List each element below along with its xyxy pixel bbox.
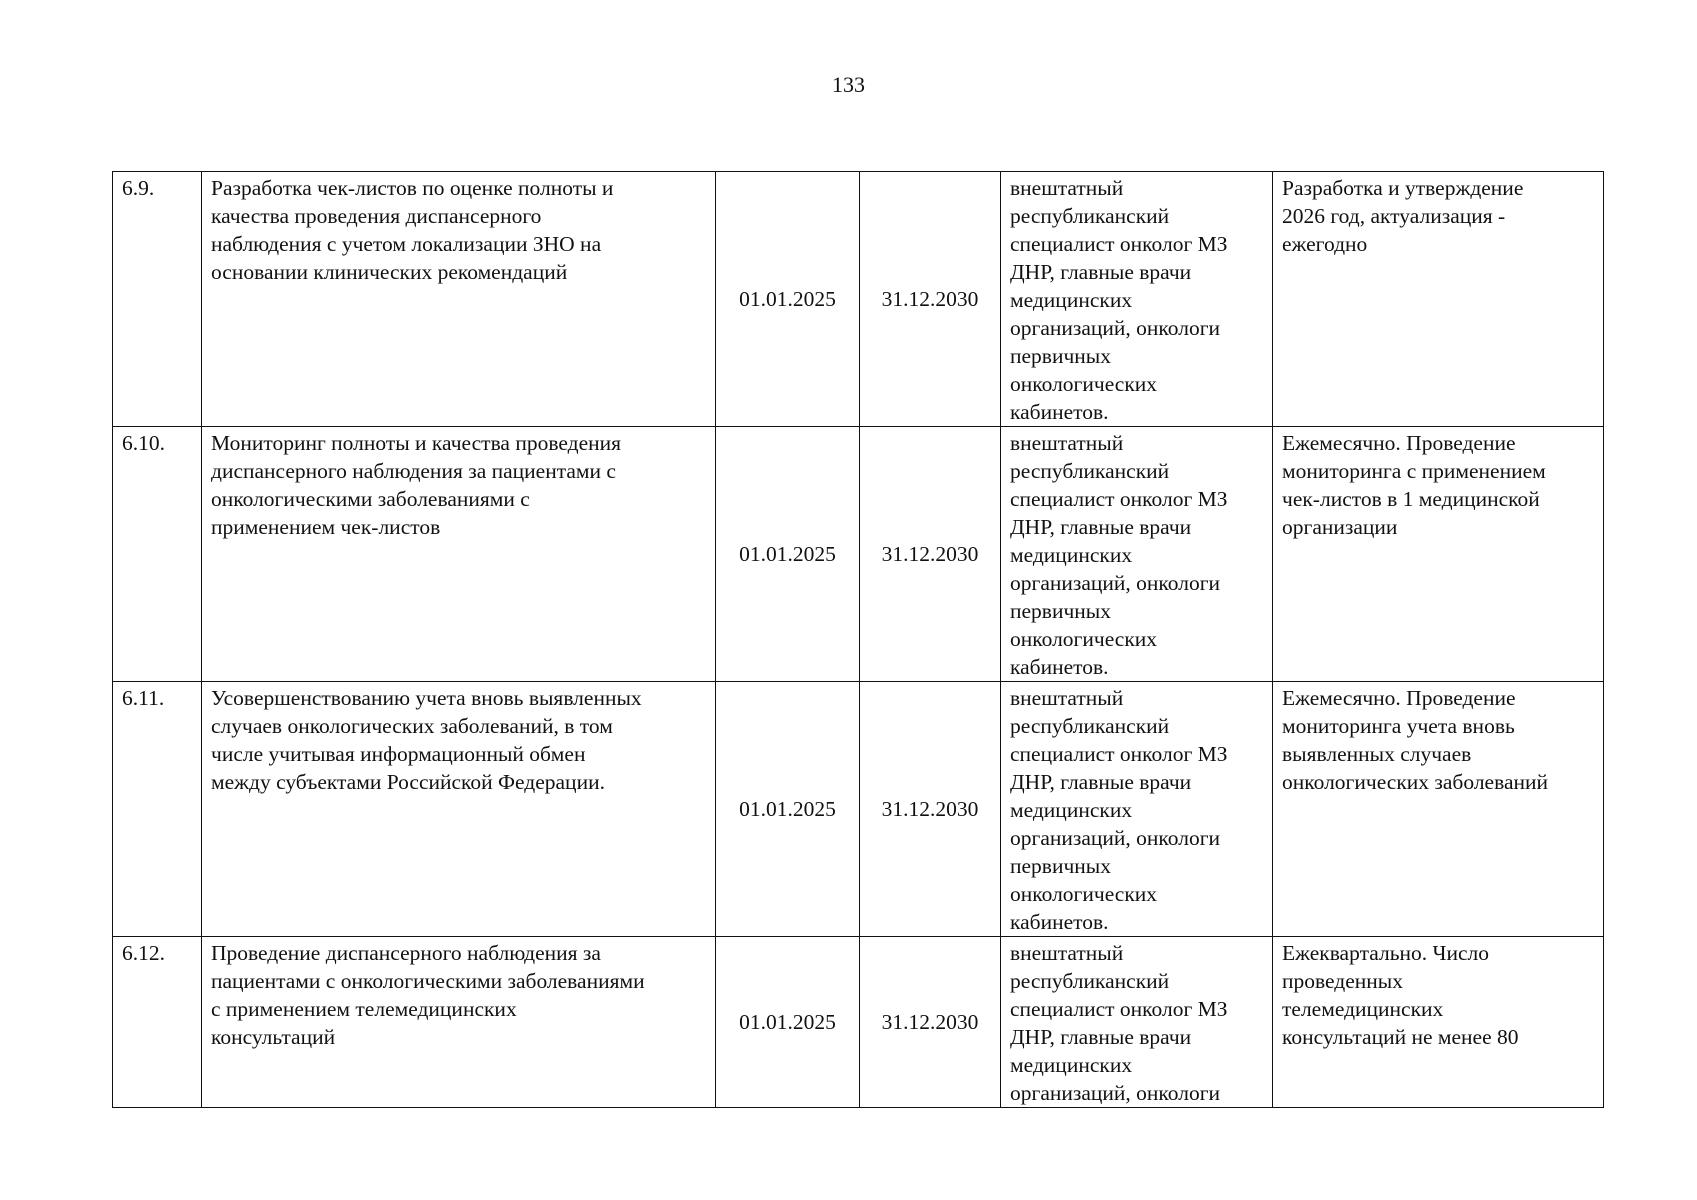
expected-result: [1273, 682, 1604, 937]
end-date: 31.12.2030: [860, 937, 1001, 1108]
table-row: [113, 172, 1604, 427]
measure-description: [202, 427, 716, 682]
end-date: 31.12.2030: [860, 427, 1001, 682]
end-date: 31.12.2030: [860, 172, 1001, 427]
item-number: 6.9.: [113, 172, 202, 427]
expected-result-text: Ежемесячно. Проведение мониторинга учета вновь выявленных случаев онкологических заболеваний: [1282, 686, 1549, 794]
item-number: 6.12.: [113, 937, 202, 1108]
responsible-executors-text: внештатный республиканский специалист онколог МЗ ДНР, главные врачи медицинских организаций, онкологи первичных онкологических кабинетов.: [1010, 176, 1228, 424]
expected-result-text: Ежемесячно. Проведение мониторинга с применением чек-листов в 1 медицинской организации: [1282, 431, 1546, 539]
measure-description-text: Разработка чек-листов по оценке полноты и качества проведения диспансерного наблюдения с учетом локализации ЗНО на основании клинических рекомендаций: [211, 176, 614, 284]
responsible-executors: [1001, 172, 1273, 427]
start-date: 01.01.2025: [716, 172, 860, 427]
end-date: 31.12.2030: [860, 682, 1001, 937]
expected-result: [1273, 937, 1604, 1108]
start-date: 01.01.2025: [716, 682, 860, 937]
expected-result-text: Ежеквартально. Число проведенных телемедицинских консультаций не менее 80: [1282, 941, 1519, 1049]
responsible-executors-text: внештатный республиканский специалист онколог МЗ ДНР, главные врачи медицинских организаций, онкологи первичных онкологических кабинетов.: [1010, 431, 1228, 679]
measure-description: [202, 682, 716, 937]
table-row: [113, 682, 1604, 937]
start-date: 01.01.2025: [716, 937, 860, 1108]
responsible-executors: [1001, 427, 1273, 682]
measure-description: [202, 937, 716, 1108]
measures-table: [112, 171, 1604, 1108]
item-number: 6.11.: [113, 682, 202, 937]
measure-description-text: Проведение диспансерного наблюдения за пациентами с онкологическими заболеваниями с применением телемедицинских консультаций: [211, 941, 645, 1049]
measure-description-text: Мониторинг полноты и качества проведения диспансерного наблюдения за пациентами с онкологическими заболеваниями с применением чек-листов: [211, 431, 622, 539]
responsible-executors: [1001, 937, 1273, 1108]
page-number: 133: [832, 72, 865, 97]
measure-description-text: Усовершенствованию учета вновь выявленных случаев онкологических заболеваний, в том числе учитывая информационный обмен между субъектами Российской Федерации.: [211, 686, 642, 794]
item-number: 6.10.: [113, 427, 202, 682]
table-row: [113, 937, 1604, 1108]
expected-result-text: Разработка и утверждение 2026 год, актуализация - ежегодно: [1282, 176, 1524, 256]
expected-result: [1273, 427, 1604, 682]
table-row: [113, 427, 1604, 682]
start-date: 01.01.2025: [716, 427, 860, 682]
responsible-executors-text: внештатный республиканский специалист онколог МЗ ДНР, главные врачи медицинских организаций, онкологи: [1010, 941, 1228, 1105]
responsible-executors: [1001, 682, 1273, 937]
responsible-executors-text: внештатный республиканский специалист онколог МЗ ДНР, главные врачи медицинских организаций, онкологи первичных онкологических кабинетов.: [1010, 686, 1228, 934]
measure-description: [202, 172, 716, 427]
expected-result: [1273, 172, 1604, 427]
